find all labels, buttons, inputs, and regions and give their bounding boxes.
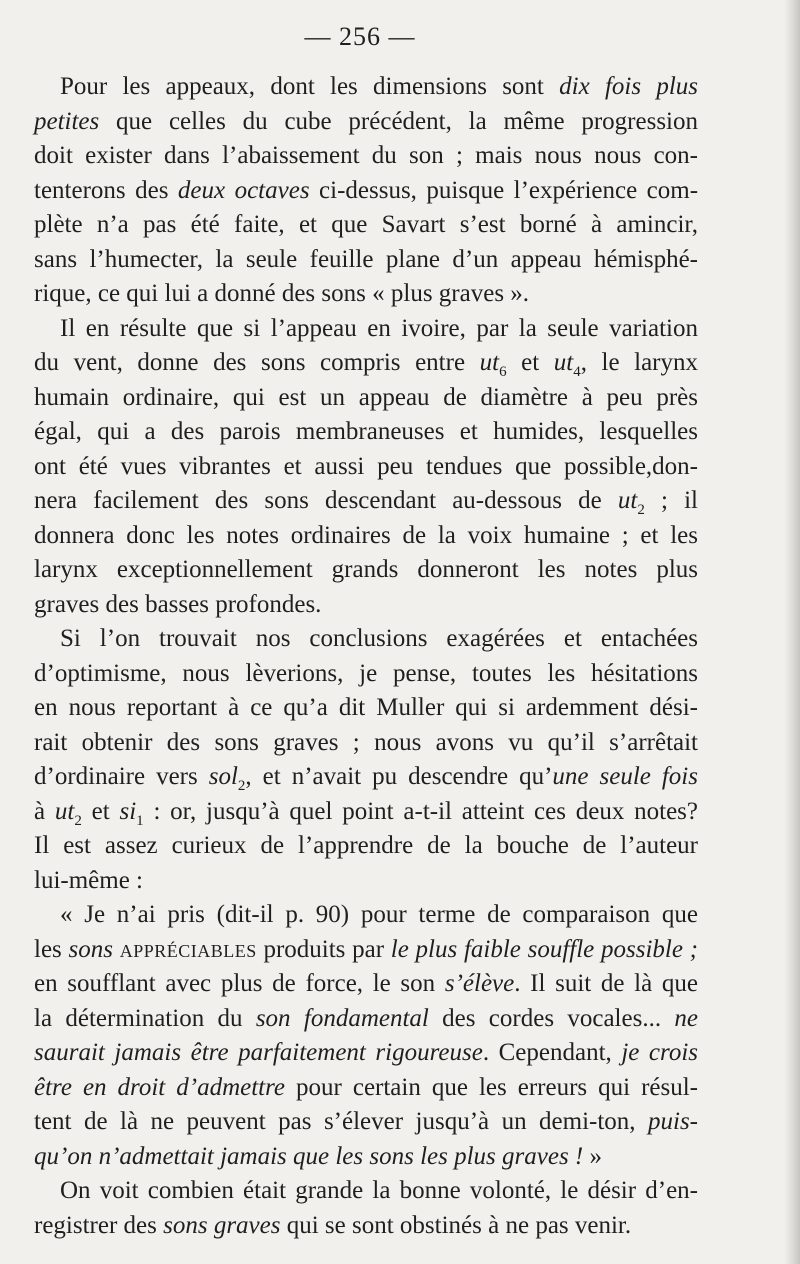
italic-text: être en droit d’admettre [34, 1073, 286, 1101]
text-line [34, 1105, 698, 1140]
text-span: » [583, 1142, 603, 1170]
text-line [34, 622, 698, 657]
text-line [34, 174, 698, 209]
text-span: tent de là ne peuvent pas s’élever jusqu’à un demi-ton, [34, 1108, 648, 1135]
text-span: . Il suit de là que [514, 970, 698, 997]
text-line [34, 346, 698, 381]
text-line [34, 312, 698, 347]
text-line [34, 139, 698, 174]
text-span: donnera donc les notes ordinaires de la voix humaine ; et les [34, 521, 698, 549]
text-span: égal, qui a des parois membraneuses et humides, lesquelles [34, 418, 698, 445]
subscript: 2 [74, 812, 82, 829]
italic-text: sons [68, 935, 113, 963]
text-span: Il est assez curieux de l’apprendre de la bouche de l’auteur [34, 832, 698, 859]
italic-text: si [119, 797, 137, 825]
italic-text: le plus faible souffle possible ; [390, 935, 698, 963]
subscript: 2 [637, 502, 645, 518]
page-edge-shadow [784, 0, 800, 1264]
text-span: les [34, 935, 69, 963]
text-line [34, 760, 698, 795]
text-line [34, 691, 698, 726]
text-span: et [81, 797, 120, 825]
text-line [34, 519, 698, 554]
text-line [34, 1140, 698, 1175]
text-span: rique, ce qui lui a donné des sons « plus graves ». [34, 280, 530, 307]
italic-text: ut [54, 797, 75, 825]
text-span: Si l’on trouvait nos conclusions exagérées et entachées [60, 625, 698, 652]
italic-text: s’élève [444, 970, 515, 997]
text-span: qui se sont obstinés à ne pas venir. [280, 1211, 632, 1239]
text-span: registrer des [34, 1211, 164, 1239]
italic-text: qu’on n’admettait jamais que les sons les plus graves ! [34, 1142, 584, 1170]
text-line [34, 967, 698, 1002]
body-text [34, 70, 698, 1243]
text-span: Il en résulte que si l’appeau en ivoire, par la seule variation [60, 314, 698, 342]
italic-text: petites [34, 107, 100, 135]
text-line [34, 415, 698, 450]
subscript: 2 [237, 778, 246, 794]
text-line [34, 829, 698, 864]
text-span: à [34, 797, 55, 825]
text-span: . Cependant, [482, 1039, 622, 1066]
text-line [34, 1036, 698, 1071]
text-span: appréciables [119, 935, 257, 963]
text-line [34, 657, 698, 692]
text-line [34, 1174, 698, 1209]
text-span: pour certain que les erreurs qui résul- [285, 1073, 698, 1101]
text-line [34, 898, 698, 933]
italic-text: sons graves [163, 1211, 281, 1239]
text-span: larynx exceptionnellement grands donneront les notes plus [34, 556, 698, 583]
text-span: en soufflant avec plus de force, le son [34, 970, 445, 997]
text-span: graves des basses profondes. [34, 590, 322, 618]
text-span: produits par [256, 935, 391, 963]
text-span: sans l’humecter, la seule feuille plane d’un appeau hémisphé- [34, 245, 698, 273]
italic-text: sol [208, 763, 238, 790]
text-line [34, 553, 698, 588]
text-line [34, 208, 698, 243]
italic-text: une seule fois [552, 763, 698, 790]
text-line [34, 795, 698, 830]
text-span: d’optimisme, nous lèverions, je pense, toutes les hésitations [34, 659, 698, 687]
text-line [34, 450, 698, 485]
italic-text: dix fois plus [559, 73, 698, 100]
text-span: en nous reportant à ce qu’a dit Muller qui si ardemment dési- [34, 694, 698, 721]
italic-text: puis- [648, 1108, 698, 1135]
text-span: plète n’a pas été faite, et que Savart s’est borné à amincir, [34, 211, 698, 238]
text-span: humain ordinaire, qui est un appeau de diamètre à peu près [34, 383, 698, 411]
text-span: ci-dessus, puisque l’expérience com- [309, 176, 699, 204]
text-span: nera facilement des sons descendant au-dessous de [34, 487, 618, 514]
text-line [34, 864, 698, 899]
text-span: « Je n’ai pris (dit-il p. 90) pour terme de comparaison que [60, 901, 698, 928]
text-span: ; il [644, 487, 698, 514]
italic-text: je crois [621, 1039, 698, 1066]
italic-text: ut [553, 349, 574, 376]
text-span: tenterons des [34, 176, 178, 204]
subscript: 6 [499, 364, 507, 380]
italic-text: ut [479, 349, 500, 376]
text-line [34, 381, 698, 416]
italic-text: saurait jamais être parfaitement rigoureuse [34, 1039, 483, 1066]
text-span: , et n’avait pu descendre qu’ [245, 763, 553, 790]
text-span: : or, jusqu’à quel point a-t-il atteint ces deux notes? [143, 797, 698, 825]
text-span: du vent, donne des sons compris entre [34, 349, 480, 376]
text-span: et [506, 349, 554, 376]
text-line [34, 1002, 698, 1037]
text-line [34, 1071, 698, 1106]
text-span: ont été vues vibrantes et aussi peu tendues que possible,don- [34, 452, 698, 480]
text-span: On voit combien était grande la bonne volonté, le désir d’en- [60, 1177, 698, 1204]
text-line [34, 243, 698, 278]
italic-text: son fondamental [255, 1004, 429, 1032]
text-line [34, 484, 698, 519]
text-line [34, 277, 698, 312]
text-line [34, 70, 698, 105]
page-number: — 256 — [304, 22, 416, 51]
italic-text: ut [617, 487, 638, 514]
text-span [113, 936, 120, 963]
subscript: 4 [573, 364, 581, 380]
italic-text: ne [674, 1004, 698, 1032]
text-span: des cordes vocales... [428, 1004, 675, 1032]
text-span: que celles du cube précédent, la même progression [99, 107, 698, 135]
italic-text: deux octaves [177, 176, 310, 204]
text-span: , le larynx [580, 349, 698, 376]
subscript: 1 [136, 812, 144, 829]
text-line [34, 588, 698, 623]
text-span: la détermination du [34, 1004, 256, 1032]
text-span: lui-même : [34, 866, 143, 894]
text-line [34, 933, 698, 968]
text-span: doit exister dans l’abaissement du son ; mais nous nous con- [34, 142, 698, 169]
text-span: Pour les appeaux, dont les dimensions sont [60, 73, 560, 100]
text-span: rait obtenir des sons graves ; nous avons vu qu’il s’arrêtait [34, 728, 698, 756]
text-span: d’ordinaire vers [34, 763, 209, 790]
text-line [34, 726, 698, 761]
text-line [34, 1209, 698, 1244]
text-line [34, 105, 698, 140]
